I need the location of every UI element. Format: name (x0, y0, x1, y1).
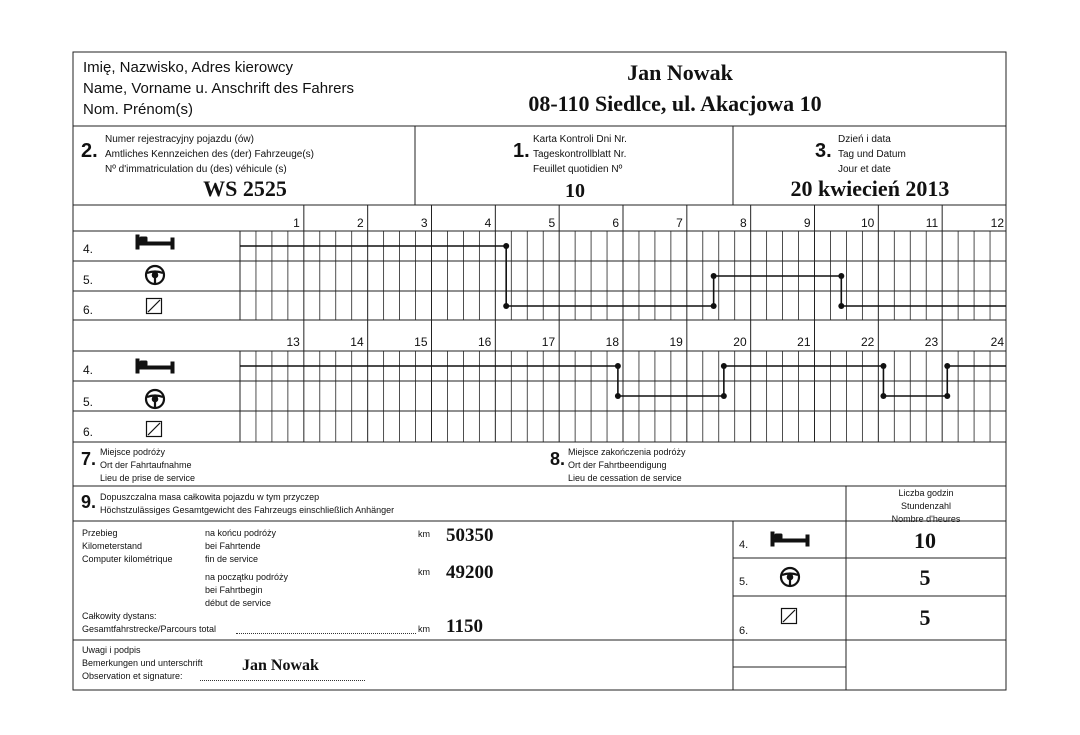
vehicle-reg-label-fr: Nº d'immatriculation du (des) véhicule (s) (105, 164, 287, 175)
activity-point (615, 363, 621, 369)
odometer-label-de: Kilometerstand (82, 541, 143, 551)
hour-tick-label: 3 (420, 216, 428, 230)
total-rest-number: 4. (739, 539, 749, 551)
odometer-start-km: km (418, 567, 430, 577)
card-no-label-fr: Feuillet quotidien Nº (533, 164, 623, 175)
hour-tick-label: 18 (605, 335, 619, 349)
activity-point (721, 393, 727, 399)
card-no-value: 10 (565, 180, 585, 202)
hour-tick-label: 7 (676, 216, 683, 230)
card-no-label-pl: Karta Kontroli Dni Nr. (533, 134, 627, 145)
odometer-end-label-pl: na końcu podróży (205, 528, 277, 538)
total-distance-label-pl: Całkowity dystans: (82, 611, 157, 621)
driver-name: Jan Nowak (627, 60, 733, 85)
odometer-start-label-pl: na początku podróży (205, 572, 289, 582)
mass-number: 9. (81, 492, 97, 512)
end-place-label-de: Ort der Fahrtbeendigung (568, 460, 667, 470)
driver-label-fr: Nom. Prénom(s) (83, 101, 194, 118)
driver-address: 08-110 Siedlce, ul. Akacjowa 10 (528, 91, 822, 116)
odometer-label-pl: Przebieg (82, 528, 118, 538)
odometer-end-value: 50350 (446, 525, 494, 546)
hour-tick-label: 6 (612, 216, 619, 230)
hour-tick-label: 5 (548, 216, 556, 230)
total-work-value: 5 (919, 605, 931, 630)
hour-tick-label: 4 (484, 216, 492, 230)
vehicle-reg-value: WS 2525 (203, 176, 287, 201)
steering-wheel-icon (144, 264, 166, 286)
vehicle-reg-label-de: Amtliches Kennzeichen des (der) Fahrzeuge(s) (105, 149, 314, 160)
vehicle-reg-number: 2. (81, 140, 98, 162)
date-number: 3. (815, 140, 832, 162)
activity-point (711, 303, 717, 309)
card-no-label-de: Tageskontrollblatt Nr. (533, 149, 627, 160)
odometer-start-value: 49200 (446, 562, 494, 583)
activity-point (838, 273, 844, 279)
hour-tick-label: 12 (990, 216, 1004, 230)
start-place-label-pl: Miejsce podróży (100, 447, 166, 457)
remarks-label-fr: Observation et signature: (82, 671, 183, 681)
signature-dotted-line (200, 680, 365, 681)
activity-point (503, 243, 509, 249)
hour-tick-label: 15 (414, 335, 428, 349)
hour-tick-label: 17 (541, 335, 556, 349)
total-driving-value: 5 (919, 565, 931, 590)
odometer-end-label-fr: fin de service (205, 554, 259, 564)
hour-tick-label: 16 (477, 335, 492, 349)
end-place-label-fr: Lieu de cessation de service (568, 473, 682, 483)
date-label-fr: Jour et date (838, 164, 891, 175)
work-box-icon (145, 420, 163, 438)
start-place-number: 7. (81, 449, 97, 469)
hour-tick-label: 8 (739, 216, 747, 230)
hours-header-de: Stundenzahl (900, 501, 952, 511)
odometer-end-km: km (418, 529, 430, 539)
hour-tick-label: 2 (356, 216, 364, 230)
chart1-row5-number: 5. (83, 273, 94, 287)
steering-wheel-icon (779, 566, 801, 588)
hours-header-fr: Nombre d'heures (891, 514, 961, 524)
start-place-label-fr: Lieu de prise de service (100, 473, 196, 483)
end-place-number: 8. (550, 449, 566, 469)
hour-tick-label: 20 (733, 335, 747, 349)
start-place-label-de: Ort der Fahrtaufnahme (100, 460, 192, 470)
total-rest-value: 10 (914, 528, 936, 553)
odometer-start-label-de: bei Fahrtbegin (205, 585, 263, 595)
total-distance-label-de: Gesamtfahrstrecke/Parcours total (82, 624, 217, 634)
chart1-row4-number: 4. (83, 242, 94, 256)
work-box-icon (145, 297, 163, 315)
date-label-pl: Dzień i data (838, 134, 891, 145)
chart2-row4-number: 4. (83, 363, 94, 377)
hour-tick-label: 24 (990, 335, 1004, 349)
steering-wheel-icon (144, 388, 166, 410)
work-box-icon (780, 607, 798, 625)
hour-tick-label: 23 (924, 335, 939, 349)
odometer-end-label-de: bei Fahrtende (205, 541, 261, 551)
total-distance-km: km (418, 624, 430, 634)
mass-label-de: Höchstzulässiges Gesamtgewicht des Fahrzeugs einschließlich Anhänger (100, 505, 395, 515)
odometer-label-fr: Computer kilométrique (82, 554, 173, 564)
hour-tick-label: 14 (350, 335, 364, 349)
hour-tick-label: 1 (293, 216, 300, 230)
chart-2 (73, 320, 1006, 442)
hour-tick-label: 19 (669, 335, 683, 349)
hour-tick-label: 13 (286, 335, 300, 349)
driver-label-de: Name, Vorname u. Anschrift des Fahrers (83, 80, 354, 97)
odometer-start-label-fr: début de service (205, 598, 272, 608)
hour-tick-label: 22 (860, 335, 875, 349)
chart-1 (73, 205, 1006, 320)
vehicle-reg-label-pl: Numer rejestracyjny pojazdu (ów) (105, 134, 254, 145)
total-work-number: 6. (739, 625, 749, 637)
activity-point (880, 363, 886, 369)
driver-label-pl: Imię, Nazwisko, Adres kierowcy (83, 59, 294, 76)
chart2-row5-number: 5. (83, 395, 94, 409)
mass-label-pl: Dopuszczalna masa całkowita pojazdu w tym przyczep (100, 492, 320, 502)
end-place-label-pl: Miejsce zakończenia podróży (568, 447, 686, 457)
total-distance-value: 1150 (446, 616, 483, 637)
total-driving-number: 5. (739, 576, 749, 588)
bed-icon (770, 529, 810, 549)
remarks-label-de: Bemerkungen und unterschrift (82, 658, 203, 668)
hour-tick-label: 10 (860, 216, 875, 230)
remarks-label-pl: Uwagi i podpis (82, 645, 141, 655)
hours-header-pl: Liczba godzin (898, 488, 954, 498)
chart2-row6-number: 6. (83, 425, 94, 439)
chart1-row6-number: 6. (83, 303, 94, 317)
bed-icon (135, 356, 175, 376)
date-value: 20 kwiecień 2013 (790, 176, 950, 201)
bed-icon (135, 232, 175, 252)
total-distance-dotted-line (236, 633, 416, 634)
hour-tick-label: 9 (803, 216, 811, 230)
date-label-de: Tag und Datum (838, 149, 906, 160)
hour-tick-label: 21 (797, 335, 811, 349)
activity-point (944, 393, 950, 399)
signature: Jan Nowak (242, 657, 319, 674)
hour-tick-label: 11 (925, 216, 939, 230)
card-no-number: 1. (513, 140, 530, 162)
